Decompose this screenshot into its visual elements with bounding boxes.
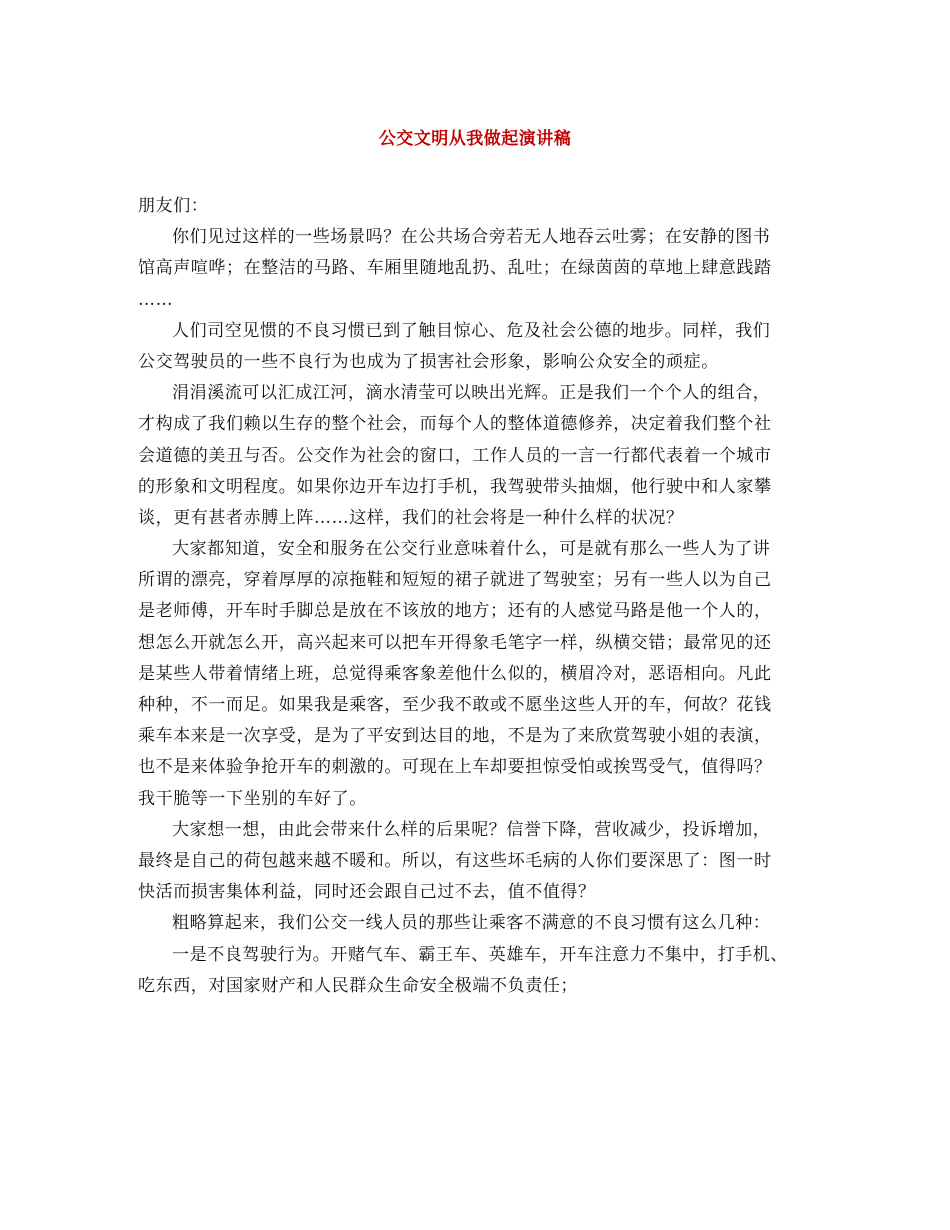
- text-line: 是老师傅，开车时手脚总是放在不该放的地方；还有的人感觉马路是他一个人的，: [138, 601, 772, 622]
- text-line: 大家想一想，由此会带来什么样的后果呢？信誉下降，营收减少，投诉增加，: [172, 819, 771, 840]
- document-title: 公交文明从我做起演讲稿: [378, 129, 572, 149]
- text-line: 涓涓溪流可以汇成江河，滴水清莹可以映出光辉。正是我们一个个人的组合，: [172, 383, 771, 404]
- text-line: 最终是自己的荷包越来越不暖和。所以，有这些坏毛病的人你们要深思了：图一时: [138, 850, 772, 871]
- text-line: 人们司空见惯的不良习惯已到了触目惊心、危及社会公德的地步。同样，我们: [172, 320, 771, 341]
- text-line: 的形象和文明程度。如果你边开车边打手机，我驾驶带头抽烟，他行驶中和人家攀: [138, 476, 772, 497]
- text-line: 我干脆等一下坐别的车好了。: [138, 788, 367, 809]
- text-line: 才构成了我们赖以生存的整个社会，而每个人的整体道德修养，决定着我们整个社: [138, 414, 772, 435]
- text-line: 想怎么开就怎么开，高兴起来可以把车开得象毛笔字一样，纵横交错；最常见的还: [138, 632, 772, 653]
- text-line: 也不是来体验争抢开车的刺激的。可现在上车却要担惊受怕或挨骂受气，值得吗？: [138, 757, 772, 778]
- text-line: 粗略算起来，我们公交一线人员的那些让乘客不满意的不良习惯有这么几种：: [172, 913, 771, 934]
- text-line: ……: [138, 289, 174, 310]
- text-line: 种种，不一而足。如果我是乘客，至少我不敢或不愿坐这些人开的车，何故？花钱: [138, 695, 772, 715]
- text-line: 大家都知道，安全和服务在公交行业意味着什么，可是就有那么一些人为了讲: [172, 539, 771, 560]
- text-line: 所谓的漂亮，穿着厚厚的凉拖鞋和短短的裙子就进了驾驶室；另有一些人以为自己: [138, 570, 772, 591]
- text-line: 是某些人带着情绪上班，总觉得乘客象差他什么似的，横眉冷对，恶语相向。凡此: [138, 663, 772, 684]
- text-line: 吃东西，对国家财产和人民群众生命安全极端不负责任；: [138, 975, 578, 996]
- text-line: 公交驾驶员的一些不良行为也成为了损害社会形象，影响公众安全的顽症。: [138, 351, 719, 372]
- text-line: 一是不良驾驶行为。开赌气车、霸王车、英雄车，开车注意力不集中，打手机、: [172, 944, 788, 965]
- document-body: [138, 191, 828, 1002]
- text-line: 谈，更有甚者赤膊上阵……这样，我们的社会将是一种什么样的状况？: [138, 507, 684, 528]
- text-line: 会道德的美丑与否。公交作为社会的窗口，工作人员的一言一行都代表着一个城市: [138, 445, 772, 466]
- text-line: 朋友们：: [138, 196, 209, 216]
- text-line: 你们见过这样的一些场景吗？在公共场合旁若无人地吞云吐雾；在安静的图书: [172, 227, 771, 248]
- text-line: 快活而损害集体利益，同时还会跟自己过不去，值不值得？: [138, 882, 596, 903]
- text-line: 乘车本来是一次享受，是为了平安到达目的地，不是为了来欣赏驾驶小姐的表演，: [138, 726, 772, 747]
- text-line: 馆高声喧哗；在整洁的马路、车厢里随地乱扔、乱吐；在绿茵茵的草地上肆意践踏: [138, 258, 772, 279]
